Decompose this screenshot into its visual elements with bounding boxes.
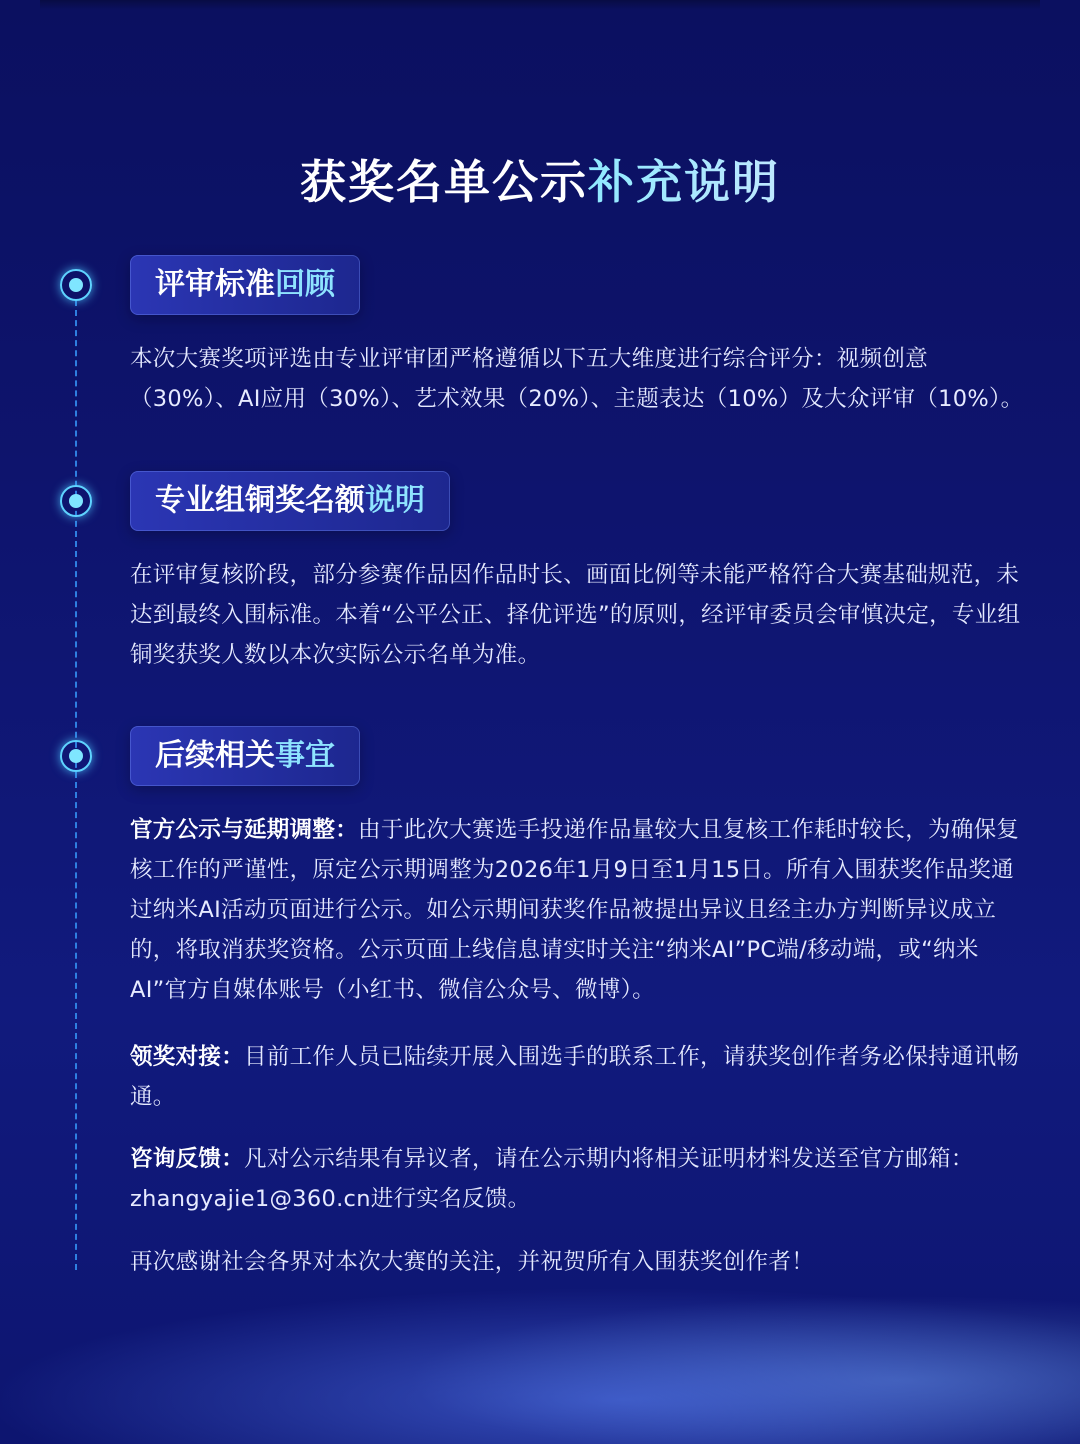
timeline-dot-icon (60, 485, 92, 517)
paragraph-label: 官方公示与延期调整： (130, 817, 359, 843)
paragraph-text: 目前工作人员已陆续开展入围选手的联系工作，请获奖创作者务必保持通讯畅通。 (130, 1044, 1020, 1110)
notice-paragraph-award-contact (130, 1037, 1032, 1117)
paragraph-text: 由于此次大赛选手投递作品量较大且复核工作耗时较长，为确保复核工作的严谨性，原定公示期调整为2026年1月9日至1月15日。所有入围获奖作品奖通过纳米AI活动页面进行公示。如公示期间获奖作品被提出异议且经主办方判断异议成立的，将取消获奖资格。公示页面上线信息请实时关注“纳米AI”PC端/移动端，或“纳米AI”官方自媒体账号（小红书、微信公众号、微博）。 (130, 817, 1020, 1003)
timeline-dot-icon (60, 740, 92, 772)
notice-paragraph-publicity (130, 810, 1032, 1010)
notice-paragraph-feedback (130, 1139, 1032, 1219)
timeline-line (75, 300, 77, 1270)
page-title (0, 146, 1080, 212)
heading-main: 评审标准 (155, 267, 275, 302)
page-title-main: 获奖名单公示 (300, 155, 588, 209)
page-title-accent: 补充说明 (588, 155, 780, 209)
timeline-dot-icon (60, 269, 92, 301)
paragraph-label: 领奖对接： (130, 1044, 245, 1070)
paragraph-label: 咨询反馈： (130, 1146, 245, 1172)
section-heading-review-criteria (130, 255, 360, 315)
paragraph-text: 凡对公示结果有异议者，请在公示期内将相关证明材料发送至官方邮箱：zhangyajie1@360.cn进行实名反馈。 (130, 1146, 974, 1212)
section-text: 本次大赛奖项评选由专业评审团严格遵循以下五大维度进行综合评分：视频创意（30%）、AI应用（30%）、艺术效果（20%）、主题表达（10%）及大众评审（10%）。 (130, 346, 1024, 412)
closing-thanks: 再次感谢社会各界对本次大赛的关注，并祝贺所有入围获奖创作者！ (130, 1249, 815, 1275)
section-heading-bronze-quota (130, 471, 450, 531)
heading-main: 后续相关 (155, 738, 275, 773)
section-text: 在评审复核阶段，部分参赛作品因作品时长、画面比例等未能严格符合大赛基础规范，未达到最终入围标准。本着“公平公正、择优评选”的原则，经评审委员会审慎决定，专业组铜奖获奖人数以本次实际公示名单为准。 (130, 562, 1021, 668)
heading-accent: 事宜 (275, 738, 335, 773)
heading-accent: 回顾 (275, 267, 335, 302)
section-heading-follow-up (130, 726, 360, 786)
heading-accent: 说明 (365, 483, 425, 518)
top-band (40, 0, 1040, 10)
heading-main: 专业组铜奖名额 (155, 483, 365, 518)
